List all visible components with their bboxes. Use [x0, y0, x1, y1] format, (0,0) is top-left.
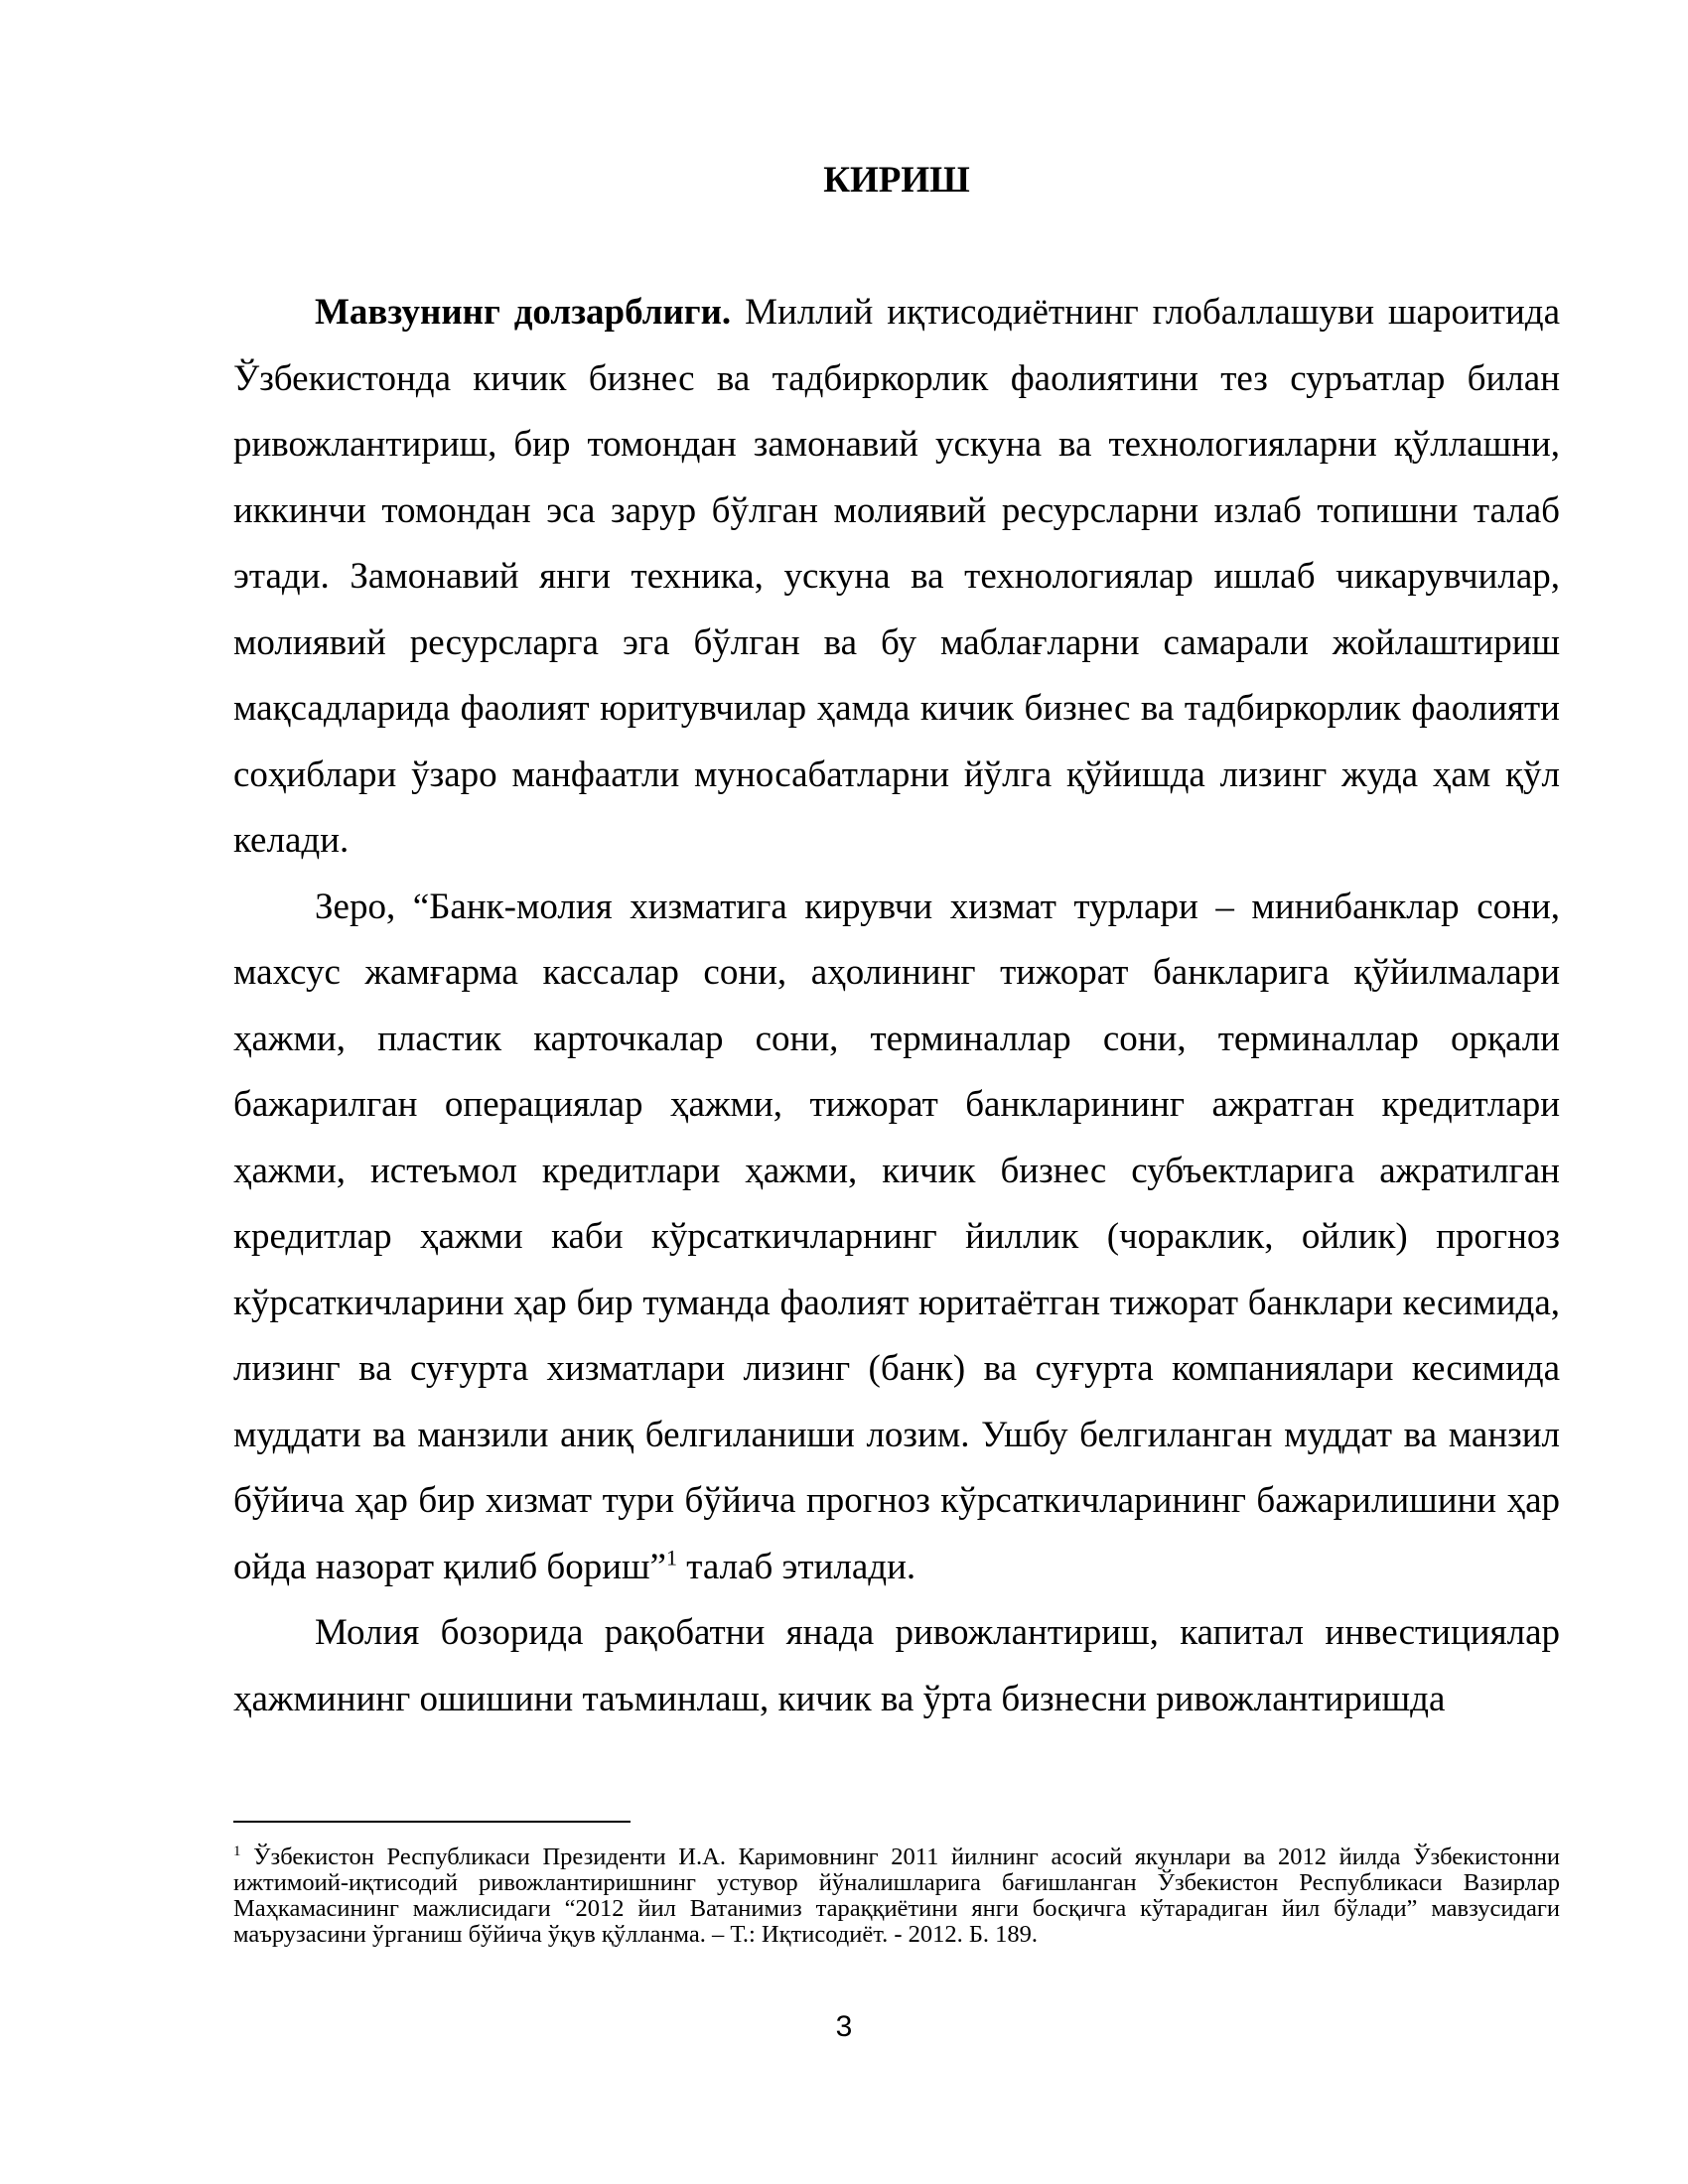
page-heading: КИРИШ [823, 160, 970, 201]
footnote [233, 1844, 1560, 1948]
footnote-separator [233, 1821, 631, 1823]
footnote-reference: 1 [665, 1545, 677, 1570]
page-number: 3 [835, 2010, 853, 2043]
relevance-text: Миллий иқтисодиётнинг глобаллашуви шароитида Ўзбекистонда кичик бизнес ва тадбиркорлик фаолиятини тез суръатлар билан ривожлантириш, бир томондан замонавий ускуна ва технологияларни қўллашни, иккинчи томондан эса зарур бўлган молиявий ресурсларни излаб топишни талаб этади. Замонавий янги техника, ускуна ва технологиялар ишлаб чикарувчилар, молиявий ресурсларга эга бўлган ва бу маблағларни самарали жойлаштириш мақсадларида фаолият юритувчилар ҳамда кичик бизнес ва тадбиркорлик фаолияти соҳиблари ўзаро манфаатли муносабатларни йўлга қўйишда лизинг жуда ҳам қўл келади. [233, 292, 1560, 861]
paragraph-competition [233, 1600, 1560, 1732]
footnote-marker: 1 [233, 1843, 241, 1859]
paragraph-quote [233, 875, 1560, 1601]
relevance-lead: Мавзунинг долзарблиги. [315, 292, 732, 333]
body-text [233, 280, 1560, 1732]
paragraph-relevance [233, 280, 1560, 875]
competition-text: Молия бозорида рақобатни янада ривожлантириш, капитал инвестициялар ҳажмининг ошишини таъминлаш, кичик ва ўрта бизнесни ривожлантиришда [233, 1612, 1560, 1719]
quote-text: Зеро, “Банк-молия хизматига кирувчи хизмат турлари – минибанклар сони, махсус жамғарма кассалар сони, аҳолининг тижорат банкларига қўйилмалари ҳажми, пластик карточкалар сони, терминаллар сони, терминаллар орқали бажарилган операциялар ҳажми, тижорат банкларининг ажратган кредитлари ҳажми, истеъмол кредитлари ҳажми, кичик бизнес субъектларига ажратилган кредитлар ҳажми каби кўрсаткичларнинг йиллик (чораклик, ойлик) прогноз кўрсаткичларини ҳар бир туманда фаолият юритаётган тижорат банклари кесимида, лизинг ва суғурта хизматлари лизинг (банк) ва суғурта компаниялари кесимида муддати ва манзили аниқ белгиланиши лозим. Ушбу белгиланган муддат ва манзил бўйича ҳар бир хизмат тури бўйича прогноз кўрсаткичларининг бажарилишини ҳар ойда назорат қилиб бориш” [233, 886, 1560, 1587]
quote-tail: талаб этилади. [676, 1546, 916, 1587]
footnote-text: Ўзбекистон Республикаси Президенти И.А. Каримовнинг 2011 йилнинг асосий якунлари ва 2012 йилда Ўзбекистонни ижтимоий-иқтисодий ривожлантиришнинг устувор йўналишларига бағишланган Ўзбекистон Республикаси Вазирлар Маҳкамасининг мажлисидаги “2012 йил Ватанимиз тараққиётини янги босқичга кўтарадиган йил бўлади” мавзусидаги маърузасини ўрганиш бўйича ўқув қўлланма. – Т.: Иқтисодиёт. - 2012. Б. 189. [233, 1843, 1560, 1948]
